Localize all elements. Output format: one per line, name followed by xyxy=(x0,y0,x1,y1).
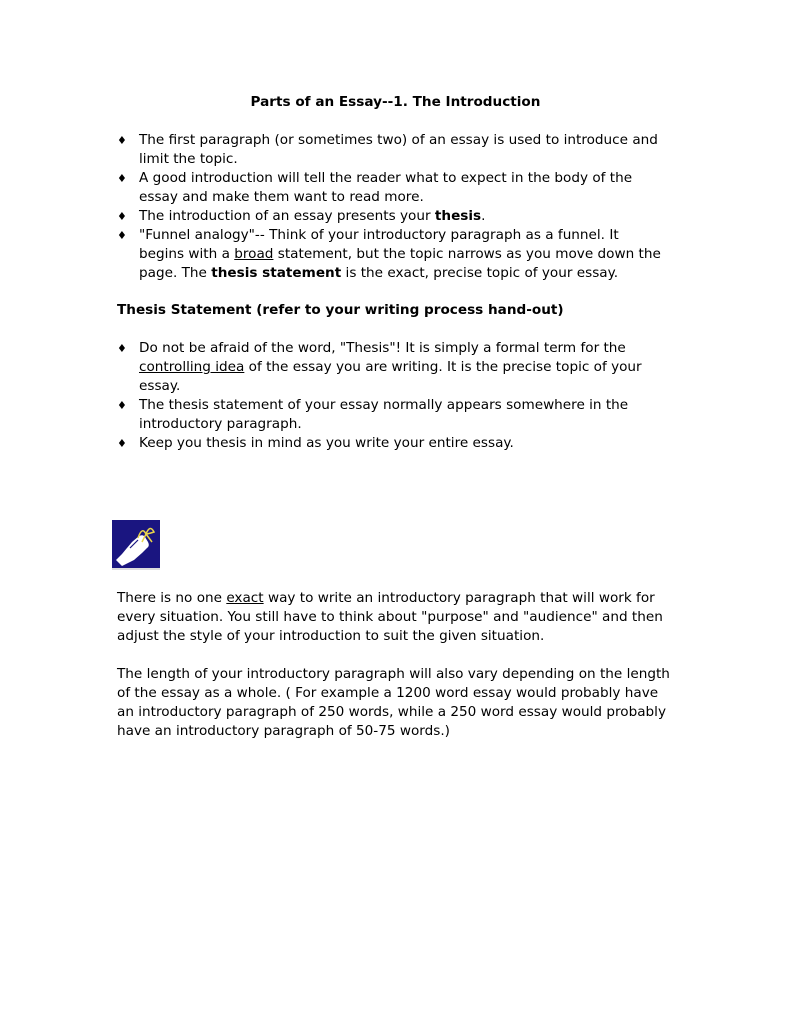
list-item xyxy=(117,339,697,396)
diamond-bullet-icon: ♦ xyxy=(117,134,127,147)
diamond-bullet-icon: ♦ xyxy=(117,210,127,223)
text-run: . xyxy=(481,208,486,224)
paragraph-1 xyxy=(117,589,697,646)
list-item xyxy=(117,226,697,283)
document-title: Parts of an Essay--1. The Introduction xyxy=(250,94,541,110)
text-run: The length of your introductory paragraph will also vary depending on the length of the essay as a whole. ( For example a 1200 word essay would probably have an introductory paragraph of 250 words, while a 250 word essay would probably have an introductory paragraph of 50-75 words.) xyxy=(117,666,670,739)
text-run: There is no one xyxy=(117,590,227,606)
text-run: Keep you thesis in mind as you write your entire essay. xyxy=(139,435,514,451)
text-run: The introduction of an essay presents your xyxy=(139,208,435,224)
text-run: "Funnel analogy"-- Think of your introductory paragraph as a funnel. It begins with a xyxy=(139,227,619,262)
underlined-text: exact xyxy=(226,590,264,606)
diamond-bullet-icon: ♦ xyxy=(117,229,127,242)
text-run: way to write an introductory paragraph that will work for every situation. You still have to think about "purpose" and "audience" and then adjust the style of your introduction to suit the given situation. xyxy=(117,590,663,644)
diamond-bullet-icon: ♦ xyxy=(117,172,127,185)
bullet-list xyxy=(117,339,697,453)
diamond-bullet-icon: ♦ xyxy=(117,342,127,355)
thesis-bullet-list xyxy=(117,339,697,453)
bullet-list xyxy=(117,131,697,283)
bold-text: thesis xyxy=(434,208,482,224)
list-item xyxy=(117,396,697,434)
text-run: Do not be afraid of the word, "Thesis"! It is simply a formal term for the xyxy=(139,340,626,356)
reminder-finger-ribbon-icon xyxy=(112,520,160,570)
text-run: statement, but the topic narrows as you move down the page. The xyxy=(139,246,661,281)
list-item xyxy=(117,434,697,453)
text-run: The thesis statement of your essay normally appears somewhere in the introductory paragraph. xyxy=(139,397,629,432)
underlined-text: controlling idea xyxy=(139,359,245,375)
underlined-text: broad xyxy=(234,246,274,262)
list-item xyxy=(117,131,697,169)
intro-bullet-list xyxy=(117,131,697,283)
diamond-bullet-icon: ♦ xyxy=(117,399,127,412)
text-run: The first paragraph (or sometimes two) of an essay is used to introduce and limit the topic. xyxy=(139,132,658,167)
diamond-bullet-icon: ♦ xyxy=(117,437,127,450)
bold-text: thesis statement xyxy=(211,265,342,281)
list-item xyxy=(117,169,697,207)
text-run: of the essay you are writing. It is the precise topic of your essay. xyxy=(139,359,642,394)
paragraph-2 xyxy=(117,665,697,741)
text-run: A good introduction will tell the reader what to expect in the body of the essay and make them want to read more. xyxy=(139,170,633,205)
section-heading: Thesis Statement (refer to your writing process hand-out) xyxy=(117,302,564,318)
text-run: is the exact, precise topic of your essay. xyxy=(341,265,619,281)
list-item xyxy=(117,207,697,226)
